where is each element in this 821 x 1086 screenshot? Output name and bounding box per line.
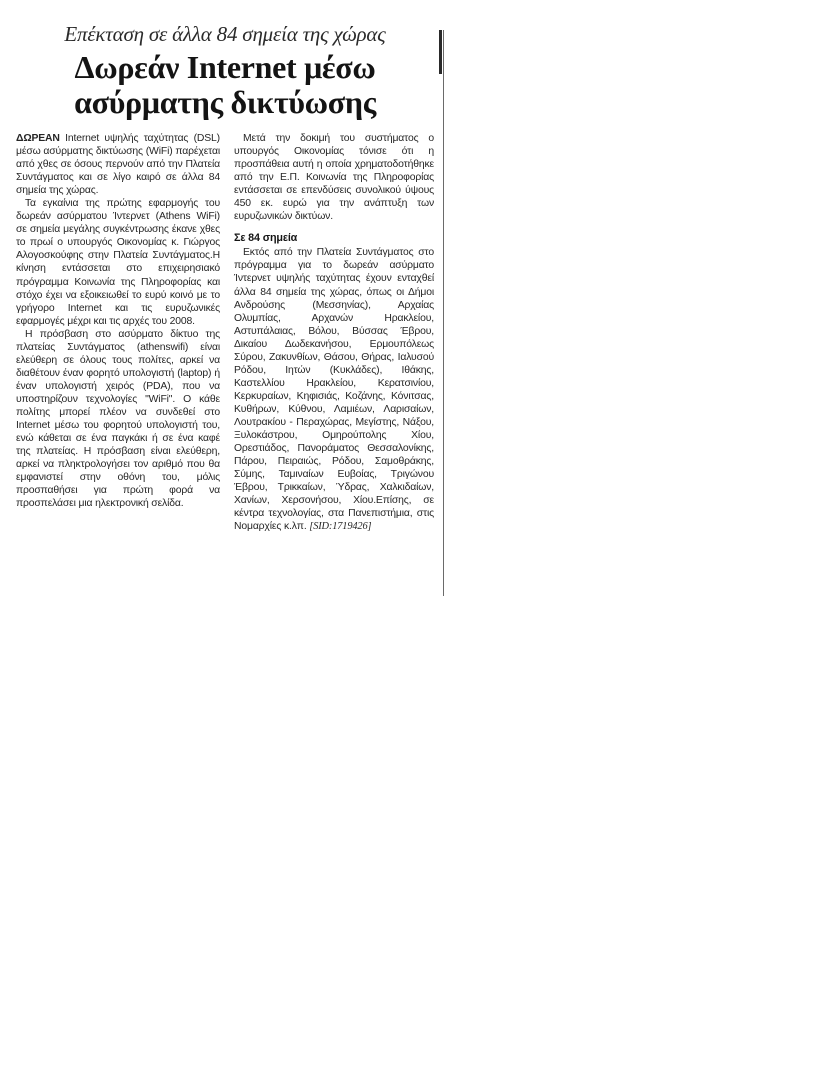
left-paragraph-1 xyxy=(16,132,220,197)
column-rule-thick xyxy=(439,30,442,74)
newspaper-clipping xyxy=(8,12,434,584)
left-paragraph-2: Τα εγκαίνια της πρώτης εφαρμογής του δωρεάν ασύρματου Ίντερνετ (Athens WiFi) σε σημεία μεγάλης συγκέντρωσης έκανε χθες το πρωί ο υπουργός Οικονομίας κ. Γιώργος Αλογοσκούφης στην Πλατεία Συντάγματος.Η κίνηση εντάσσεται στο επιχειρησιακό πρόγραμμα Κοινωνία της Πληροφορίας και στόχο έχει να εξοικειωθεί το ευρύ κοινό με το γρήγορο Internet και τις ευρυζωνικές εφαρμογές μέχρι και τις αρχές του 2008. xyxy=(16,198,220,327)
left-paragraph-1-text: Internet υψηλής ταχύτητας (DSL) μέσω ασύρματης δικτύωσης (WiFi) παρέχεται από χθες σε όσους περνούν από την Πλατεία Συντάγματος και σε λίγο καιρό σε άλλα 84 σημεία της χώρας. xyxy=(16,133,220,197)
right-paragraph-2-text: Εκτός από την Πλατεία Συντάγματος στο πρόγραμμα για το δωρεάν ασύρματο Ίντερνετ υψηλής ταχύτητας έχουν ενταχθεί άλλα 84 σημεία της χώρας, όπως οι Δήμοι Ανδρούσης (Μεσσηνίας), Αρχαίας Ολυμπίας, Αρχανών Ηρακλείου, Αστυπάλαιας, Βόλου, Βύσσας Έβρου, Δικαίου Δωδεκανήσου, Ερμουπόλεως Σύρου, Ζακυνθίων, Θάσου, Θήρας, Ιαλυσού Ρόδου, Ιητών (Κυκλάδες), Ιθάκης, Καστελλίου Ηρακλείου, Κερατσινίου, Κερκυραίων, Κηφισιάς, Κοζάνης, Κόνιτσας, Κυθήρων, Κύθνου, Λαμιέων, Λαρισαίων, Λουτρακίου - Περαχώρας, Μεγίστης, Νάξου, Ξυλοκάστρου, Ομηρούπολης Χίου, Ορεστιάδος, Πανοράματος Θεσσαλονίκης, Πάρου, Πειραιώς, Ρόδου, Σαμοθράκης, Σύμης, Ταμιναίων Ευβοίας, Τριγώνου Έβρου, Τρικκαίων, Ύδρας, Χαλκιδαίων, Χανίων, Χερσονήσου, Χίου.Επίσης, σε κέντρα τεχνολογίας, στα Πανεπιστήμια, στις Νομαρχίες κ.λπ. xyxy=(234,247,434,533)
right-column xyxy=(234,132,434,533)
article-kicker: Επέκταση σε άλλα 84 σημεία της χώρας xyxy=(64,22,386,46)
column-rule-thin xyxy=(443,30,444,596)
lead-word: ΔΩΡΕΑΝ xyxy=(16,133,60,144)
sid-reference: [SID:1719426] xyxy=(309,521,372,533)
headline-line-2: ασύρματης δικτύωσης xyxy=(74,84,376,120)
left-paragraph-3: Η πρόσβαση στο ασύρματο δίκτυο της πλατείας Συντάγματος (athenswifi) είναι ελεύθερη σε όλους τους πολίτες, αρκεί να διαθέτουν έναν φορητό υπολογιστή (laptop) ή έναν υπολογιστή χειρός (PDA), που να υποστηρίζουν τεχνολογίες "WiFi". Ο κάθε πολίτης μπορεί πλέον να συνδεθεί στο Internet μέσω του φορητού υπολογιστή του, ενώ κάθεται σε ένα παγκάκι ή σε ένα καφέ της πλατείας. Η πρόσβαση είναι ελεύθερη, αρκεί να πληκτρολογήσει τον αριθμό που θα εμφανιστεί στην οθόνη του, μόλις προσπαθήσει για πρώτη φορά να προσπελάσει μια ηλεκτρονική σελίδα. xyxy=(16,328,220,510)
right-paragraph-2 xyxy=(234,246,434,533)
right-paragraph-1: Μετά την δοκιμή του συστήματος ο υπουργός Οικονομίας τόνισε ότι η προσπάθεια αυτή η οποία χρηματοδοτήθηκε από την Ε.Π. Κοινωνία της Πληροφορίας εντάσσεται σε επενδύσεις συνολικού ύψους 450 εκ. ευρώ για την ανάπτυξη των ευρυζωνικών δικτύων. xyxy=(234,133,434,223)
left-column xyxy=(16,132,220,510)
headline-line-1: Δωρεάν Internet μέσω xyxy=(74,49,376,85)
subheading: Σε 84 σημεία xyxy=(234,232,298,245)
article-headline xyxy=(16,50,434,120)
